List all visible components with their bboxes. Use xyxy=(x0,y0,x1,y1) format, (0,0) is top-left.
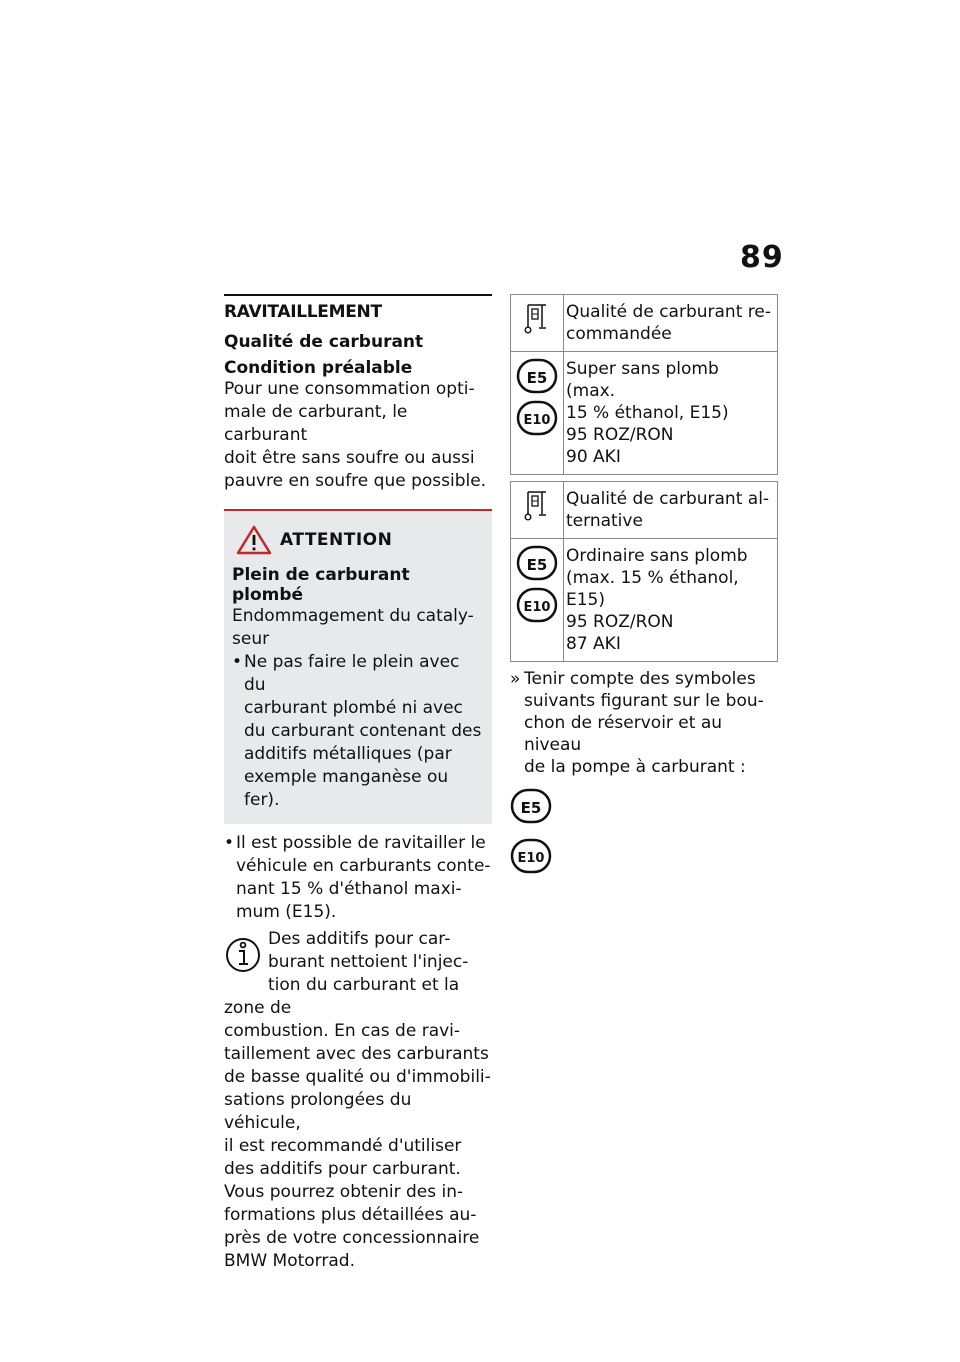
recommended-fuel-header: Qualité de carburant re- commandée xyxy=(564,295,778,352)
e5-badge-icon xyxy=(510,788,552,824)
recommended-fuel-value: Super sans plomb (max. 15 % éthanol, E15) 95 ROZ/RON 90 AKI xyxy=(564,352,778,475)
e10-badge-label: E10 xyxy=(517,851,545,866)
right-column xyxy=(510,294,778,874)
alternative-fuel-value: Ordinaire sans plomb (max. 15 % éthanol, E15) 95 ROZ/RON 87 AKI xyxy=(564,539,778,662)
ethanol-bullet: • Il est possible de ravitailler le véhicule en carburants conte- nant 15 % d'éthanol maxi- mum (E15). xyxy=(224,833,491,922)
attention-subtitle: Plein de carburant plombé xyxy=(232,565,410,605)
attention-description: Endommagement du cataly- seur xyxy=(232,606,474,649)
e10-badge-label: E10 xyxy=(523,600,551,615)
e5-badge-icon xyxy=(516,358,558,394)
attention-title: ATTENTION xyxy=(280,530,393,550)
attention-bullet: • Ne pas faire le plein avec du carburant plombé ni avec du carburant contenant des additifs métalliques (par exemple manganèse ou fer). xyxy=(232,652,482,810)
bullet-dot: • xyxy=(224,833,235,853)
e10-badge-label: E10 xyxy=(523,413,551,428)
precondition-title: Condition préalable xyxy=(224,358,413,378)
section-rule xyxy=(224,294,492,296)
e5-badge-label: E5 xyxy=(526,369,548,387)
e5-badge-label: E5 xyxy=(526,556,548,574)
bullet-dot: • xyxy=(232,652,243,672)
fuel-gauge-icon xyxy=(524,301,550,335)
e5-badge-label: E5 xyxy=(520,799,542,817)
alternative-fuel-table xyxy=(510,481,778,662)
e5-badge-icon xyxy=(516,545,558,581)
fuel-gauge-icon xyxy=(524,488,550,522)
info-icon xyxy=(224,930,264,976)
attention-box xyxy=(224,509,492,824)
e10-badge-icon xyxy=(516,400,558,436)
symbols-list xyxy=(510,788,778,874)
page-number: 89 xyxy=(740,240,784,275)
recommended-fuel-table xyxy=(510,294,778,475)
info-note: Des additifs pour car- burant nettoient l'injec- tion du carburant et la zone de combustion. En cas de ravi- taillement avec des carburants de basse qualité ou d'immobili- sations prolongées du véhicule, il est recommandé d'utiliser des additifs pour carburant. Vous pourrez obtenir des in- formations plus détaillées au- près de votre concessionnaire BMW Motorrad. xyxy=(224,929,491,1271)
precondition-text: Pour une consommation opti- male de carburant, le carburant doit être sans soufre ou aussi pauvre en soufre que possible. xyxy=(224,379,487,491)
attention-header xyxy=(236,525,484,555)
alternative-fuel-header: Qualité de carburant al- ternative xyxy=(564,482,778,539)
warning-triangle-icon xyxy=(236,525,272,555)
e10-badge-icon xyxy=(516,587,558,623)
arrow-marker-icon: » xyxy=(510,669,521,689)
left-column xyxy=(224,294,492,1273)
section-title: RAVITAILLEMENT xyxy=(224,302,382,322)
e10-badge-icon xyxy=(510,838,552,874)
subsection-title: Qualité de carburant xyxy=(224,332,424,352)
symbols-instruction: » Tenir compte des symboles suivants figurant sur le bou- chon de réservoir et au niveau de la pompe à carburant : xyxy=(510,669,764,777)
